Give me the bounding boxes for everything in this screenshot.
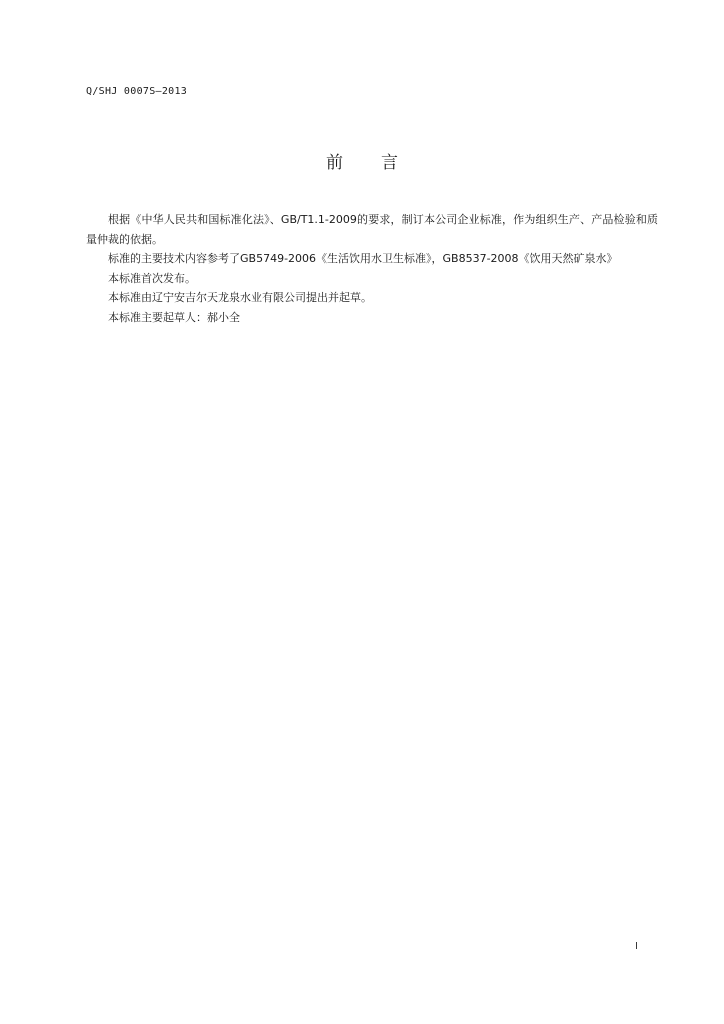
paragraph-drafting-company: 本标准由辽宁安吉尔天龙泉水业有限公司提出并起草。 (108, 291, 372, 304)
paragraph-first-release: 本标准首次发布。 (108, 271, 196, 285)
foreword-body (86, 210, 658, 327)
paragraph-basis: 根据《中华人民共和国标准化法》、GB/T1.1-2009的要求，制订本公司企业标准，作为组织生产、产品检验和质量仲裁的依据。 (86, 213, 658, 246)
document-code: Q/SHJ 0007S—2013 (86, 86, 188, 97)
page-title (0, 148, 724, 173)
paragraph-drafter: 本标准主要起草人：郝小全 (108, 310, 240, 324)
title-char-2: 言 (381, 153, 398, 173)
paragraph-references: 标准的主要技术内容参考了GB5749-2006《生活饮用水卫生标准》，GB8537-2008《饮用天然矿泉水》 (108, 252, 618, 265)
title-char-1: 前 (326, 153, 343, 173)
page-number: I (635, 941, 638, 952)
